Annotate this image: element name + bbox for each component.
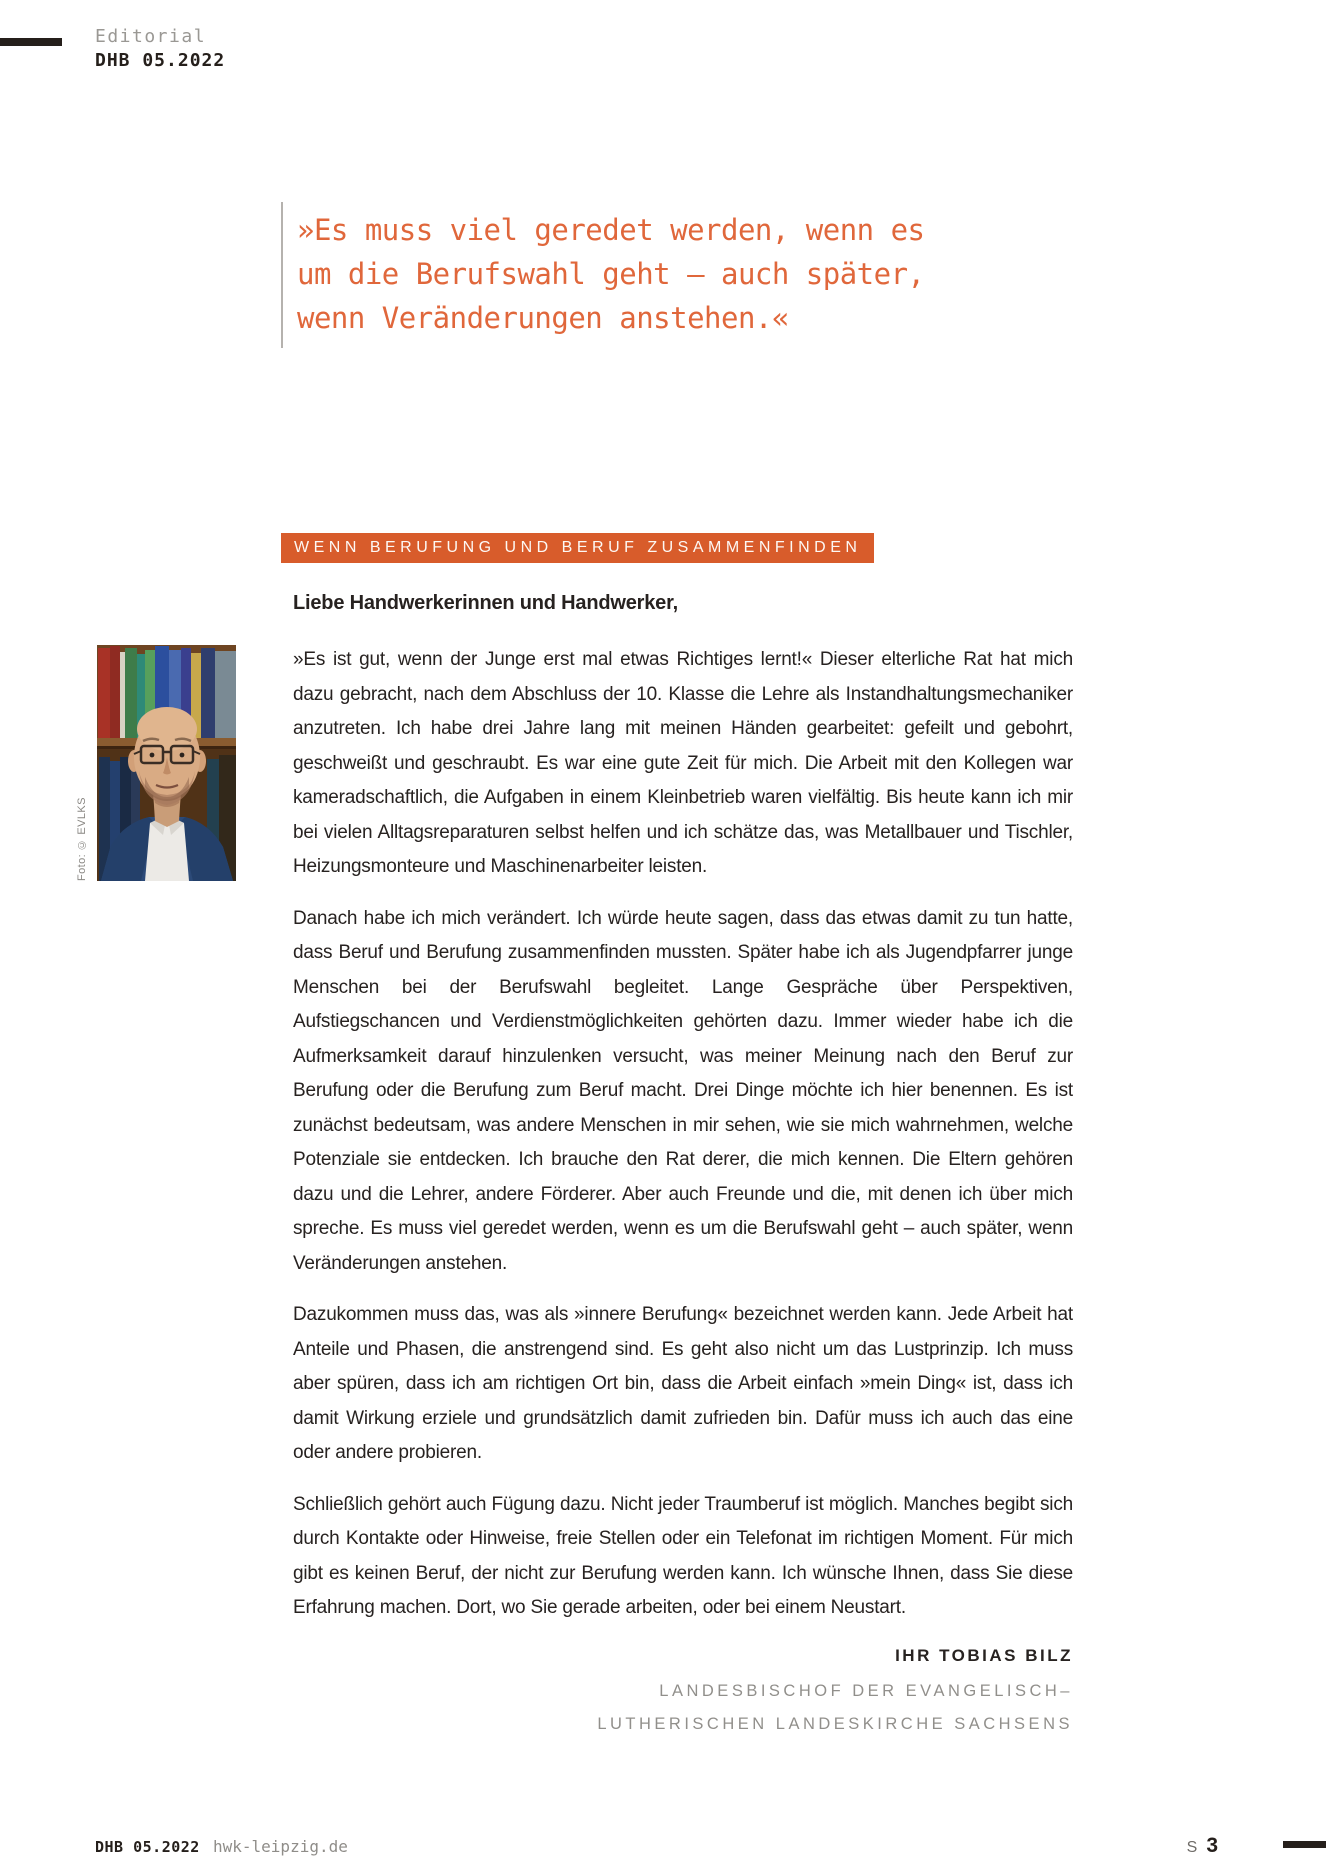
pull-quote — [281, 202, 925, 348]
footer-rule-bar — [1283, 1841, 1326, 1848]
portrait-photo — [97, 645, 236, 881]
issue-label: DHB 05.2022 — [95, 50, 226, 71]
signature-title-line: LUTHERISCHEN LANDESKIRCHE SACHSENS — [597, 1715, 1073, 1733]
portrait-photo-illustration — [97, 645, 236, 881]
signature-block — [293, 1646, 1073, 1748]
body-paragraph: »Es ist gut, wenn der Junge erst mal etwas Richtiges lernt!« Dieser elterliche Rat hat mich dazu gebracht, nach dem Abschluss der 10. Klasse die Lehre als Instandhaltungsmechaniker anzutreten. Ich habe drei Jahre lang mit meinen Händen gearbeitet: gefeilt und gebohrt, geschweißt und geschraubt. Es war eine gute Zeit für mich. Die Arbeit mit den Kollegen war kameradschaftlich, die Aufgaben in einem Kleinbetrieb waren vielfältig. Bis heute kann ich mir bei vielen Alltagsreparaturen selbst helfen und ich schätze das, was Metallbauer und Tischler, Heizungsmonteure und Maschinenarbeiter leisten. — [293, 649, 1073, 877]
body-paragraph: Dazukommen muss das, was als »innere Berufung« bezeichnet werden kann. Jede Arbeit hat Anteile und Phasen, die anstrengend sind. Es geht also nicht um das Lustprinzip. Ich muss aber spüren, dass ich am richtigen Ort bin, dass die Arbeit einfach »mein Ding« ist, dass ich damit Wirkung erziele und grundsätzlich damit zufrieden bin. Dafür muss ich auch das eine oder andere probieren. — [293, 1304, 1073, 1463]
signature-title-line: LANDESBISCHOF DER EVANGELISCH– — [659, 1682, 1073, 1700]
pull-quote-line: »Es muss viel geredet werden, wenn es — [297, 213, 925, 247]
photo-credit: Foto: © EVLKS — [76, 797, 88, 881]
pull-quote-line: wenn Veränderungen anstehen.« — [297, 301, 789, 335]
kicker-banner: WENN BERUFUNG UND BERUF ZUSAMMENFINDEN — [281, 533, 874, 563]
editorial-body — [293, 643, 1073, 1643]
body-paragraph: Schließlich gehört auch Fügung dazu. Nicht jeder Traumberuf ist möglich. Manches begibt sich durch Kontakte oder Hinweise, freie Stellen oder ein Telefonat im richtigen Moment. Für mich gibt es keinen Beruf, der nicht zur Berufung werden kann. Ich wünsche Ihnen, dass Sie diese Erfahrung machen. Dort, wo Sie gerade arbeiten, oder bei einem Neustart. — [293, 1493, 1073, 1618]
footer-website-link[interactable]: hwk-leipzig.de — [213, 1837, 348, 1856]
page-number — [1187, 1834, 1218, 1858]
section-label: Editorial — [95, 26, 207, 47]
salutation: Liebe Handwerkerinnen und Handwerker, — [293, 592, 678, 614]
page-number-prefix: S — [1186, 1839, 1198, 1856]
footer-issue-label: DHB 05.2022 — [95, 1838, 200, 1856]
header-rule-bar — [0, 38, 62, 46]
body-paragraph: Danach habe ich mich verändert. Ich würde heute sagen, dass das etwas damit zu tun hatte, dass Beruf und Berufung zusammenfinden mussten. Später habe ich als Jugendpfarrer junge Menschen bei der Berufswahl begleitet. Lange Gespräche über Perspektiven, Aufstiegschancen und Verdienstmöglichkeiten gehörten dazu. Immer wieder habe ich die Aufmerksamkeit darauf hinzulenken versucht, was meiner Meinung nach den Beruf zur Berufung oder die Berufung zum Beruf macht. Drei Dinge möchte ich hier benennen. Es ist zunächst bedeutsam, was andere Menschen in mir sehen, wie sie mich wahrnehmen, welche Potenziale sie entdecken. Ich brauche den Rat derer, die mich kennen. Die Eltern gehören dazu und die Lehrer, andere Förderer. Aber auch Freunde und die, mit denen ich über mich spreche. Es muss viel geredet werden, wenn es um die Berufswahl geht – auch später, wenn Veränderungen anstehen. — [293, 907, 1073, 1274]
signature-name: IHR TOBIAS BILZ — [895, 1646, 1073, 1665]
page-number-value: 3 — [1206, 1834, 1218, 1857]
pull-quote-line: um die Berufswahl geht – auch später, — [297, 257, 925, 291]
